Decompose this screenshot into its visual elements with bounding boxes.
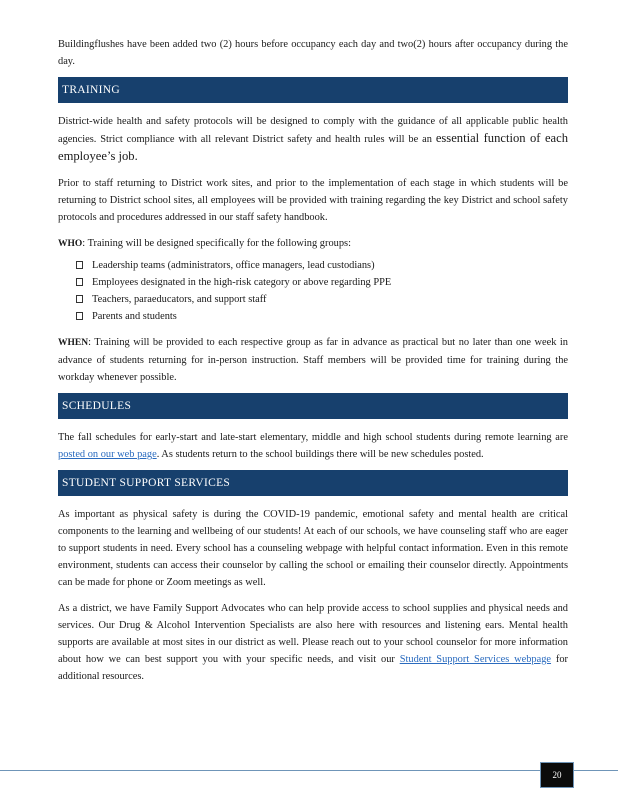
when-label: WHEN (58, 338, 89, 348)
list-item: Employees designated in the high-risk category or above regarding PPE (58, 274, 568, 291)
training-header: TRAINING (58, 77, 568, 103)
list-item: Teachers, paraeducators, and support staff (58, 291, 568, 308)
training-p1-text: District-wide health and safety protocols will be designed to comply with the guidance of all applicable public health agencies. Strict compliance with all relevant District safety and health rules will be an (58, 116, 568, 145)
checkbox-bullet-icon (76, 312, 83, 320)
who-paragraph (58, 235, 568, 253)
who-label: WHO (58, 239, 83, 249)
page-number: 20 (540, 762, 574, 788)
list-item: Leadership teams (administrators, office managers, lead custodians) (58, 257, 568, 274)
checkbox-bullet-icon (76, 295, 83, 303)
training-groups-list (58, 257, 568, 325)
posted-on-web-page-link[interactable]: posted on our web page (58, 449, 157, 460)
student-support-paragraph-2: As a district, we have Family Support Advocates who can help provide access to school supplies and physical needs and services. Our Drug & Alcohol Intervention Specialists are also here with resources and listening ears. Mental health supports are available at most sites in our district as well. Please reach out to your school counselor for more information about how we can best support you with your specific needs, and visit our Student Support Services webpage for additional resources. (58, 603, 568, 682)
list-item: Parents and students (58, 308, 568, 325)
when-text: : Training will be provided to each respective group as far in advance as practical but no later than one week in advance of students returning for in-person instruction. Staff members will be provided time for training during the workday whenever possible. (58, 337, 568, 383)
intro-paragraph: Buildingflushes have been added two (2) hours before occupancy each day and two(2) hours after occupancy during the day. (58, 39, 568, 67)
training-paragraph-2: Prior to staff returning to District work sites, and prior to the implementation of each stage in which students will be returning to District school sites, all employees will be provided with training regarding the key District and school safety protocols and procedures addressed in our staff safety handbook. (58, 178, 568, 223)
document-body (58, 36, 568, 685)
training-p1-emphasis: essential function of each employee’s job. (58, 131, 569, 163)
checkbox-bullet-icon (76, 261, 83, 269)
footer-rule-accent (530, 770, 540, 771)
footer-rule (0, 770, 618, 771)
checkbox-bullet-icon (76, 278, 83, 286)
schedules-paragraph: The fall schedules for early-start and late-start elementary, middle and high school students during remote learning are posted on our web page. As students return to the school buildings there will be new schedules posted. (58, 432, 568, 460)
student-support-services-link[interactable]: Student Support Services webpage (399, 654, 552, 665)
who-text: : Training will be designed specifically for the following groups: (82, 238, 351, 249)
when-paragraph (58, 334, 568, 386)
training-paragraph-1 (58, 113, 568, 166)
student-support-header: STUDENT SUPPORT SERVICES (58, 470, 568, 496)
schedules-header: SCHEDULES (58, 393, 568, 419)
student-support-paragraph-1: As important as physical safety is during the COVID-19 pandemic, emotional safety and mental health are critical components to the learning and wellbeing of our students! At each of our schools, we have counseling staff who are eager to support students in need. Every school has a counseling webpage with helpful contact information. Even in this remote environment, students can access their counselor by calling the school or emailing their counselor directly. Appointments can be made for phone or Zoom meetings as well. (58, 509, 568, 588)
